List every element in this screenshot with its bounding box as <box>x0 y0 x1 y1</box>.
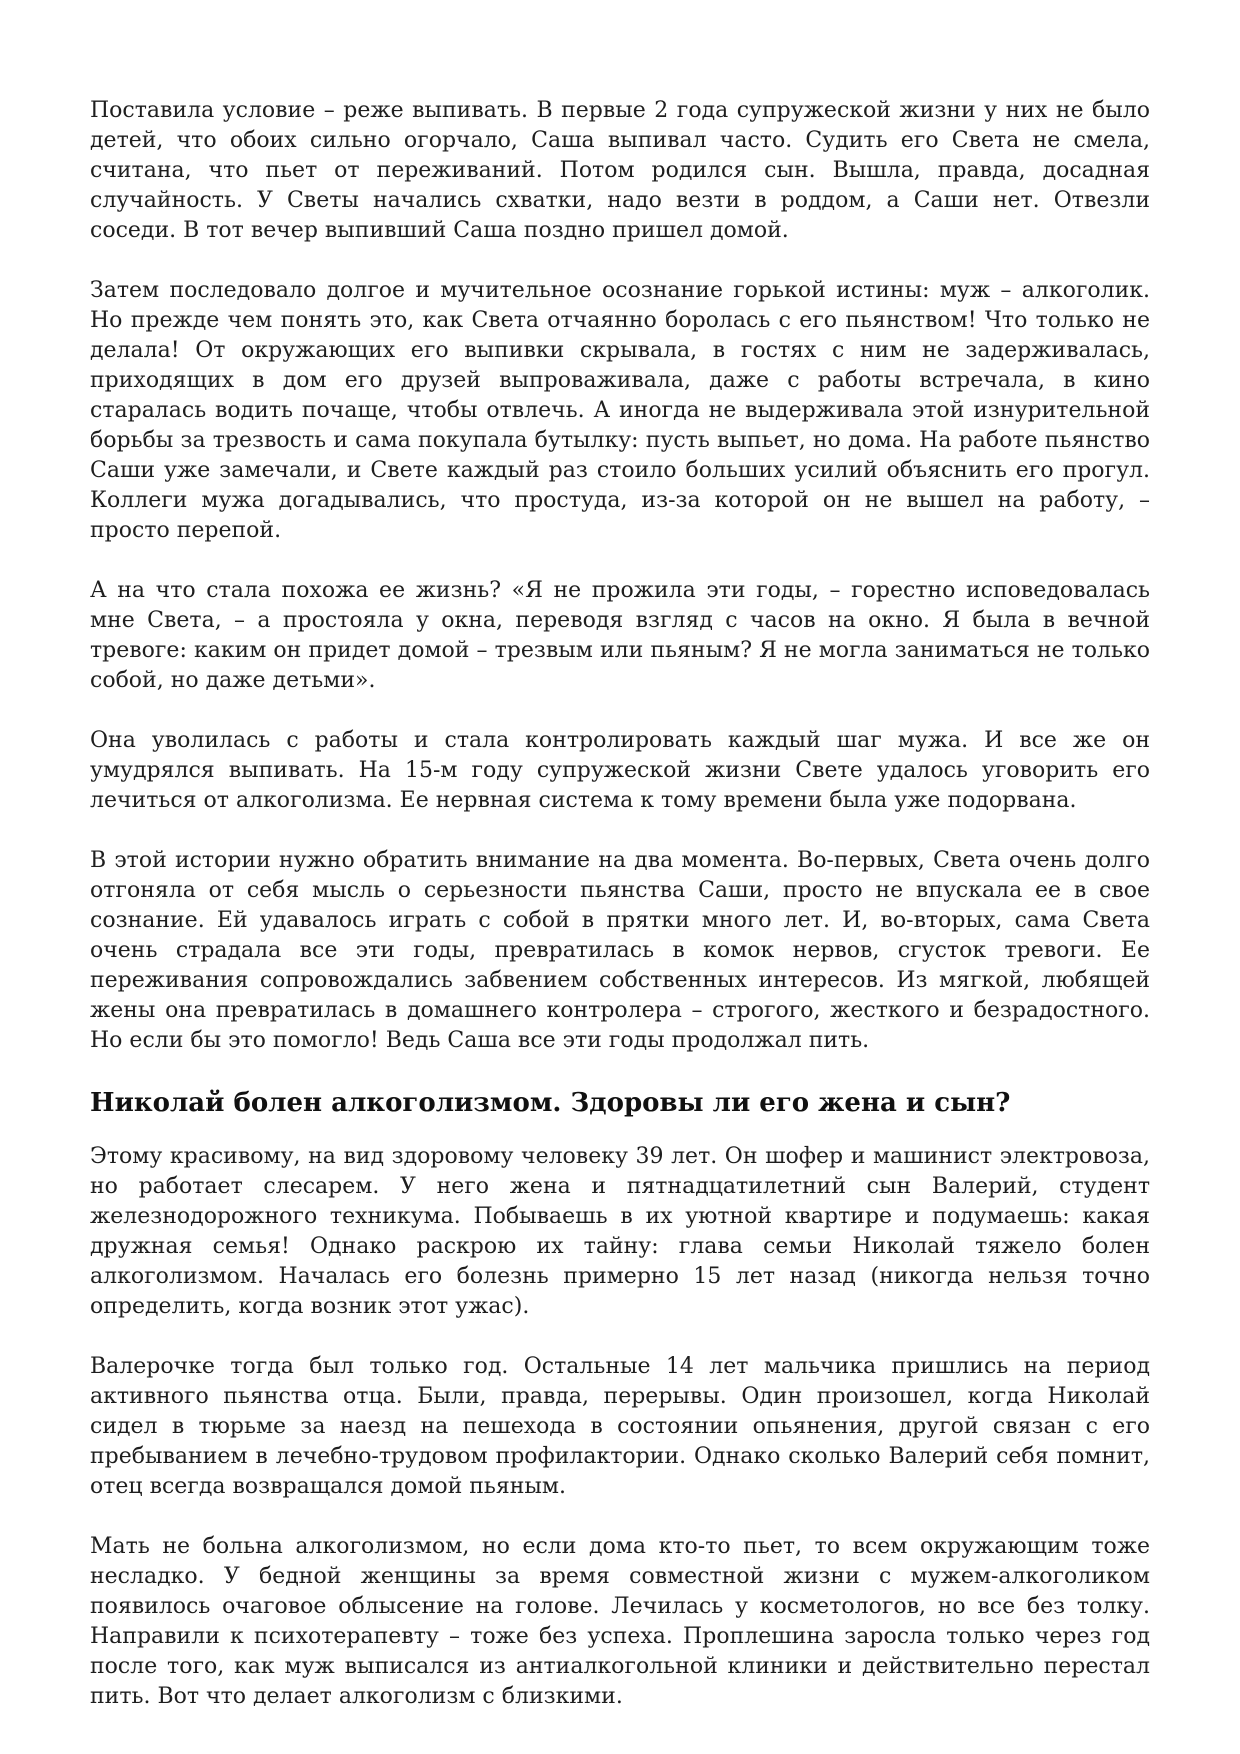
paragraph: В этой истории нужно обратить внимание на два момента. Во-первых, Света очень долго отгоняла от себя мысль о серьезности пьянства Саши, просто не впускала ее в свое сознание. Ей удавалось играть с собой в прятки много лет. И, во-вторых, сама Света очень страдала все эти годы, превратилась в комок нервов, сгусток тревоги. Ее переживания сопровождались забвением собственных интересов. Из мягкой, любящей жены она превратилась в домашнего контролера – строгого, жесткого и безрадостного. Но если бы это помогло! Ведь Саша все эти годы продолжал пить. <box>90 848 1150 1053</box>
paragraph: Она уволилась с работы и стала контролировать каждый шаг мужа. И все же он умудрялся выпивать. На 15-м году супружеской жизни Свете удалось уговорить его лечиться от алкоголизма. Ее нервная система к тому времени была уже подорвана. <box>90 728 1150 813</box>
paragraph: Этому красивому, на вид здоровому человеку 39 лет. Он шофер и машинист электровоза, но работает слесарем. У него жена и пятнадцатилетний сын Валерий, студент железнодорожного техникума. Побываешь в их уютной квартире и подумаешь: какая дружная семья! Однако раскрою их тайну: глава семьи Николай тяжело болен алкоголизмом. Началась его болезнь примерно 15 лет назад (никогда нельзя точно определить, когда возник этот ужас). <box>90 1144 1150 1319</box>
section-heading: Николай болен алкоголизмом. Здоровы ли его жена и сын? <box>90 1088 1011 1118</box>
paragraph: А на что стала похожа ее жизнь? «Я не прожила эти годы, – горестно исповедовалась мне Света, – а простояла у окна, переводя взгляд с часов на окно. Я была в вечной тревоге: каким он придет домой – трезвым или пьяным? Я не могла заниматься не только собой, но даже детьми». <box>90 578 1150 693</box>
paragraph: Мать не больна алкоголизмом, но если дома кто-то пьет, то всем окружающим тоже несладко. У бедной женщины за время совместной жизни с мужем-алкоголиком появилось очаговое облысение на голове. Лечилась у косметологов, но все без толку. Направили к психотерапевту – тоже без успеха. Проплешина заросла только через год после того, как муж выписался из антиалкогольной клиники и действительно перестал пить. Вот что делает алкоголизм с близкими. <box>90 1534 1150 1709</box>
paragraph: Затем последовало долгое и мучительное осознание горькой истины: муж – алкоголик. Но прежде чем понять это, как Света отчаянно боролась с его пьянством! Что только не делала! От окружающих его выпивки скрывала, в гостях с ним не задерживалась, приходящих в дом его друзей выпроваживала, даже с работы встречала, в кино старалась водить почаще, чтобы отвлечь. А иногда не выдерживала этой изнурительной борьбы за трезвость и сама покупала бутылку: пусть выпьет, но дома. На работе пьянство Саши уже замечали, и Свете каждый раз стоило больших усилий объяснить его прогул. Коллеги мужа догадывались, что простуда, из-за которой он не вышел на работу, – просто перепой. <box>90 278 1150 543</box>
paragraph: Валерочке тогда был только год. Остальные 14 лет мальчика пришлись на период активного пьянства отца. Были, правда, перерывы. Один произошел, когда Николай сидел в тюрьме за наезд на пешехода в состоянии опьянения, другой связан с его пребыванием в лечебно-трудовом профилактории. Однако сколько Валерий себя помнит, отец всегда возвращался домой пьяным. <box>90 1354 1150 1499</box>
page-content <box>90 96 1150 1742</box>
paragraph: Поставила условие – реже выпивать. В первые 2 года супружеской жизни у них не было детей, что обоих сильно огорчало, Саша выпивал часто. Судить его Света не смела, считана, что пьет от переживаний. Потом родился сын. Вышла, правда, досадная случайность. У Светы начались схватки, надо везти в роддом, а Саши нет. Отвезли соседи. В тот вечер выпивший Саша поздно пришел домой. <box>90 98 1150 243</box>
